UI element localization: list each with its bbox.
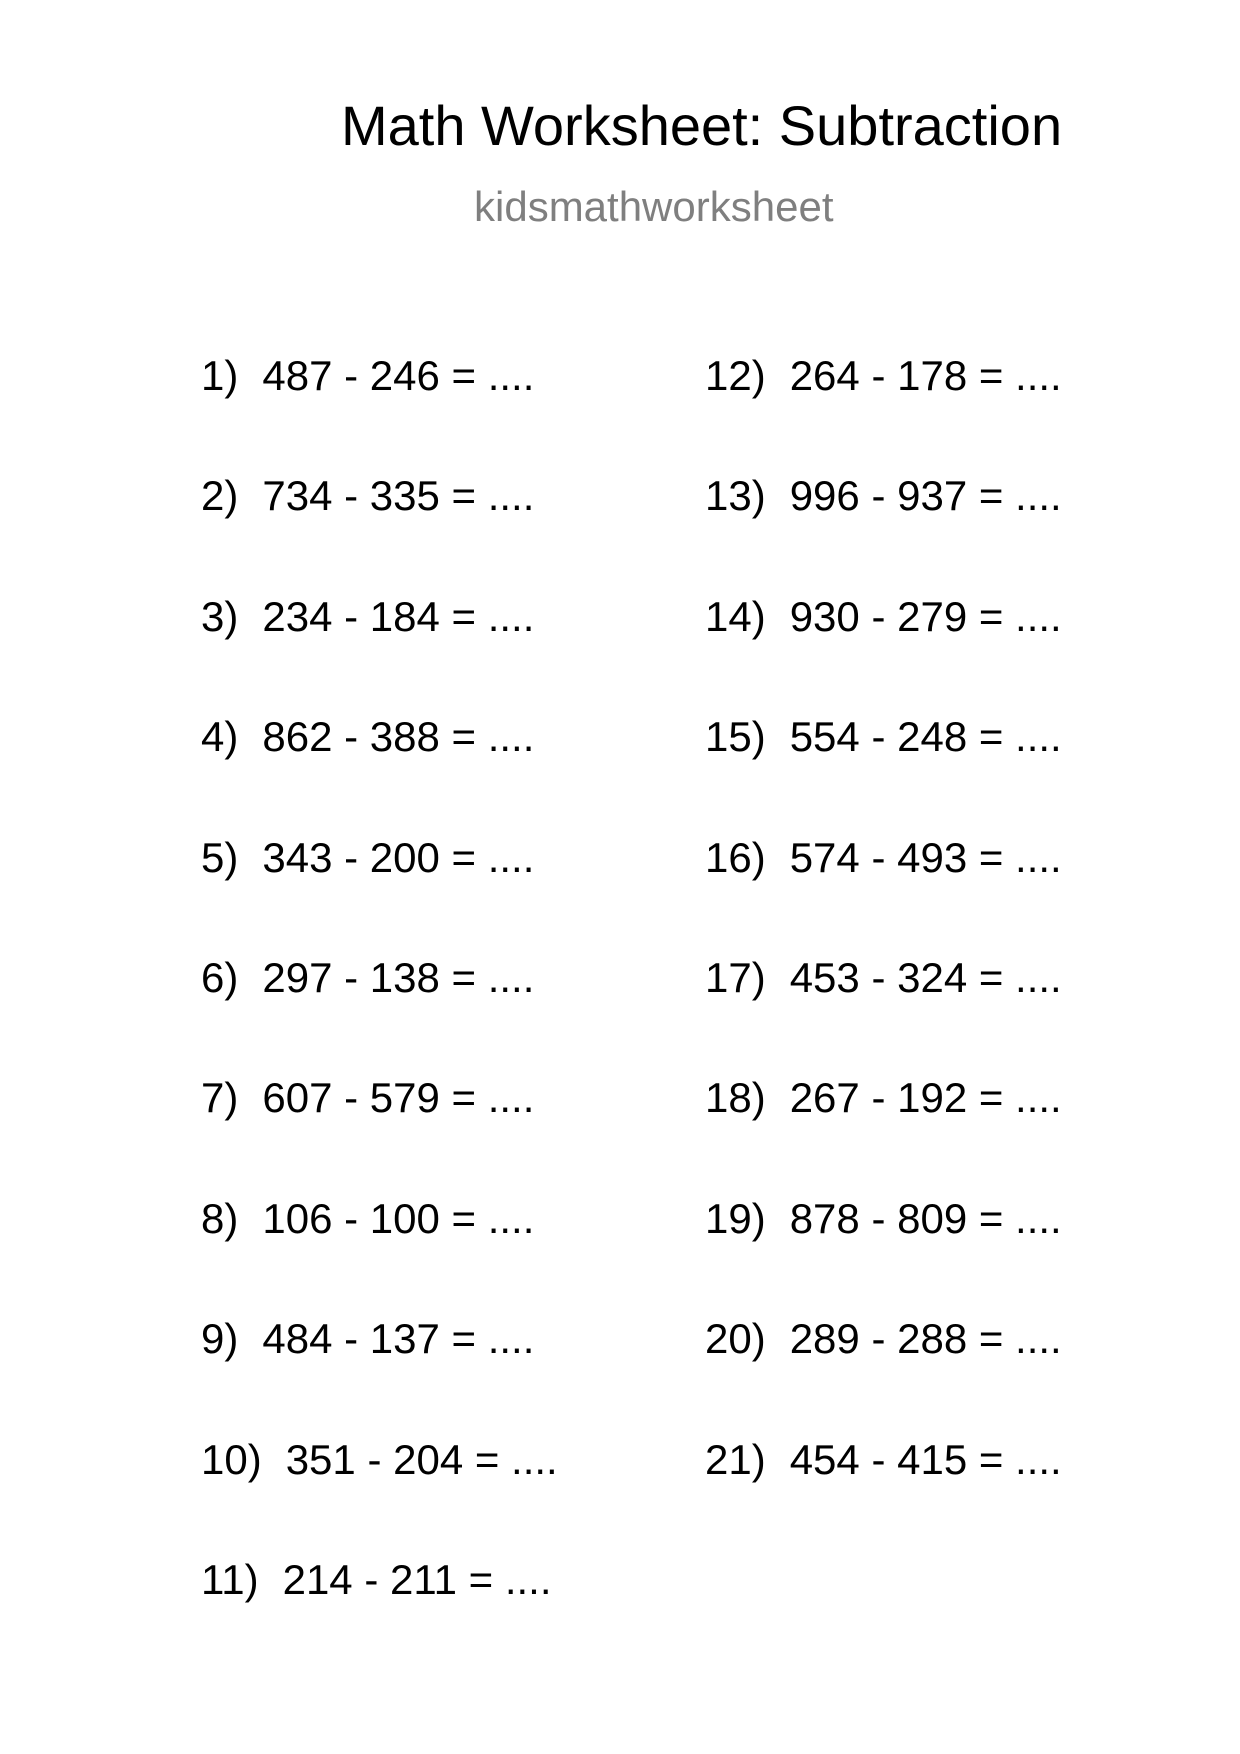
- problem-number: 5): [201, 833, 239, 881]
- problem-expression: 264 - 178 = ....: [789, 352, 1062, 399]
- problem-item: [705, 352, 1062, 472]
- problem-number: 1): [201, 352, 239, 399]
- worksheet-subtitle: kidsmathworksheet: [474, 183, 834, 230]
- problem-number: 19): [705, 1194, 766, 1242]
- problem-expression: 106 - 100 = ....: [262, 1194, 535, 1242]
- problem-number: 16): [705, 833, 766, 881]
- problem-item: [705, 1074, 1062, 1194]
- problem-expression: 734 - 335 = ....: [262, 472, 535, 520]
- problem-number: 6): [201, 953, 239, 1001]
- problem-item: [705, 1195, 1062, 1315]
- problem-expression: 554 - 248 = ....: [789, 713, 1062, 761]
- problem-item: [201, 954, 558, 1074]
- worksheet-title: Math Worksheet: Subtraction: [341, 94, 1063, 157]
- problem-number: 15): [705, 713, 766, 761]
- problem-number: 21): [705, 1435, 766, 1483]
- problem-expression: 862 - 388 = ....: [262, 713, 535, 761]
- problem-number: 4): [201, 713, 239, 761]
- problem-number: 9): [201, 1315, 239, 1363]
- problem-item: [705, 954, 1062, 1074]
- problem-number: 12): [705, 352, 766, 399]
- problem-expression: 267 - 192 = ....: [789, 1074, 1062, 1122]
- problem-item: [705, 834, 1062, 954]
- problem-column-right: [705, 352, 1062, 1556]
- problem-item: [201, 1195, 558, 1315]
- problem-number: 14): [705, 592, 766, 640]
- problem-item: [201, 1315, 558, 1435]
- problem-item: [201, 352, 558, 472]
- problem-item: [201, 1556, 558, 1676]
- problem-expression: 343 - 200 = ....: [262, 833, 535, 881]
- problem-expression: 930 - 279 = ....: [789, 592, 1062, 640]
- problem-item: [201, 1074, 558, 1194]
- problem-item: [201, 834, 558, 954]
- problem-expression: 234 - 184 = ....: [262, 592, 535, 640]
- problem-item: [201, 472, 558, 592]
- problem-expression: 484 - 137 = ....: [262, 1315, 535, 1363]
- problem-expression: 574 - 493 = ....: [789, 833, 1062, 881]
- problem-column-left: [201, 352, 558, 1676]
- problem-expression: 214 - 211 = ....: [282, 1555, 552, 1603]
- problem-item: [705, 472, 1062, 592]
- problem-item: [201, 593, 558, 713]
- problem-expression: 487 - 246 = ....: [262, 352, 535, 399]
- problem-number: 13): [705, 472, 766, 520]
- problem-number: 7): [201, 1074, 239, 1122]
- problem-expression: 453 - 324 = ....: [789, 953, 1062, 1001]
- problem-expression: 289 - 288 = ....: [789, 1315, 1062, 1363]
- problem-expression: 607 - 579 = ....: [262, 1074, 535, 1122]
- problem-number: 20): [705, 1315, 766, 1363]
- problem-number: 3): [201, 592, 239, 640]
- problem-item: [705, 713, 1062, 833]
- problem-number: 8): [201, 1194, 239, 1242]
- problem-item: [705, 593, 1062, 713]
- problem-item: [201, 1436, 558, 1556]
- problem-number: 18): [705, 1074, 766, 1122]
- problem-expression: 297 - 138 = ....: [262, 953, 535, 1001]
- problem-item: [705, 1315, 1062, 1435]
- problem-expression: 454 - 415 = ....: [789, 1435, 1062, 1483]
- problem-item: [705, 1436, 1062, 1556]
- problem-expression: 878 - 809 = ....: [789, 1194, 1062, 1242]
- problem-number: 17): [705, 953, 766, 1001]
- problem-number: 10): [201, 1435, 262, 1483]
- problem-expression: 996 - 937 = ....: [789, 472, 1062, 520]
- problem-number: 2): [201, 472, 239, 520]
- problem-expression: 351 - 204 = ....: [285, 1435, 558, 1483]
- problem-item: [201, 713, 558, 833]
- problem-number: 11): [201, 1555, 259, 1603]
